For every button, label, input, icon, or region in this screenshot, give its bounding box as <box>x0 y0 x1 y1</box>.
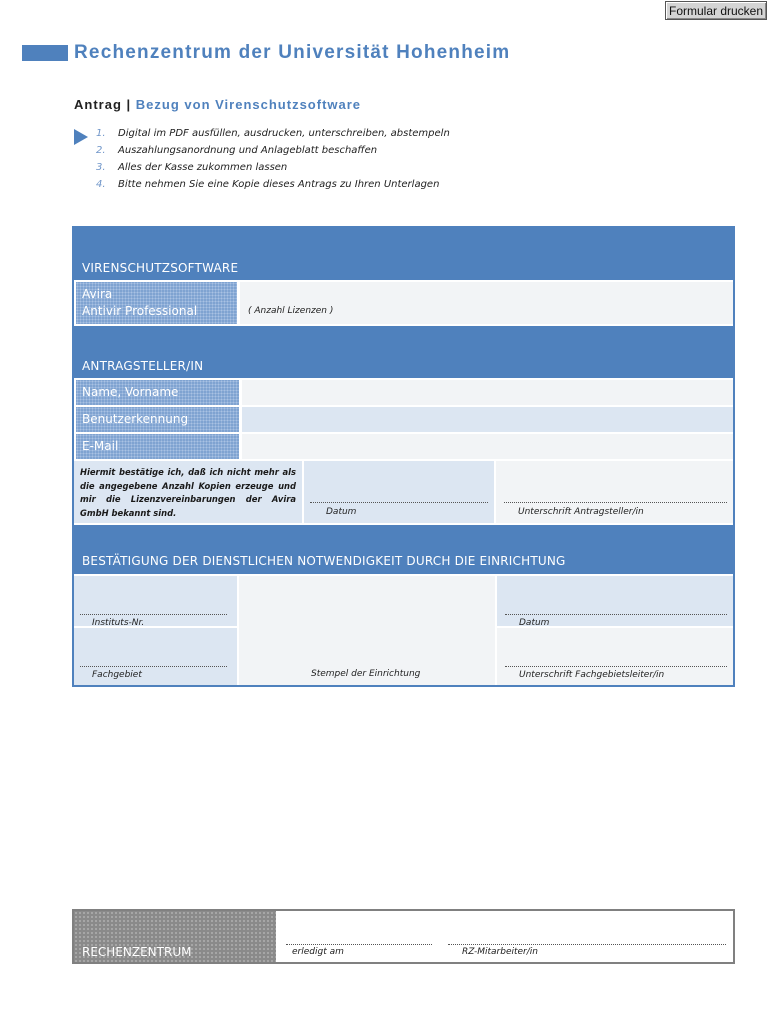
page-title: Rechenzentrum der Universität Hohenheim <box>74 42 511 63</box>
step-item <box>96 128 450 145</box>
step-item <box>96 162 450 179</box>
step-number: 4. <box>96 179 106 190</box>
license-count-placeholder: ( Anzahl Lizenzen ) <box>248 306 334 316</box>
declaration-text: Hiermit bestätige ich, daß ich nicht mehr als die angegebene Anzahl Kopien erzeuge und mir die Lizenzvereinbarungen der Avira GmbH bekannt sind. <box>80 467 296 518</box>
confirmation-section-title: BESTÄTIGUNG DER DIENSTLICHEN NOTWENDIGKEIT DURCH DIE EINRICHTUNG <box>82 554 566 568</box>
software-section-title: VIRENSCHUTZSOFTWARE <box>82 261 239 275</box>
applicant-signature-field[interactable] <box>496 461 733 523</box>
software-section-header <box>74 228 733 280</box>
processing-fields <box>278 911 733 962</box>
subtitle-main: Bezug von Virenschutzsoftware <box>135 97 362 112</box>
head-signature-caption: Unterschrift Fachgebietsleiter/in <box>519 670 665 680</box>
stamp-caption: Stempel der Einrichtung <box>311 669 421 679</box>
done-date-caption[interactable]: erledigt am <box>292 947 344 957</box>
license-count-field[interactable] <box>240 282 733 324</box>
instruction-steps <box>96 128 450 196</box>
confirmation-section-header <box>74 525 733 574</box>
computing-center-label-panel <box>74 911 276 962</box>
applicant-section-header <box>74 326 733 378</box>
confirmation-date-field[interactable] <box>497 576 733 626</box>
step-number: 2. <box>96 145 106 156</box>
subtitle-prefix: Antrag <box>74 97 122 112</box>
declaration-box <box>74 461 302 523</box>
step-text: Auszahlungsanordnung und Anlageblatt beschaffen <box>118 145 378 156</box>
signature-line <box>504 502 727 503</box>
step-number: 1. <box>96 128 106 139</box>
form-subtitle <box>74 97 361 112</box>
user-id-input[interactable] <box>242 407 733 432</box>
step-text: Bitte nehmen Sie eine Kopie dieses Antrags zu Ihren Unterlagen <box>118 179 440 190</box>
product-line-2: Antivir Professional <box>82 304 198 318</box>
confirmation-date-caption: Datum <box>519 618 550 628</box>
department-head-signature-field[interactable] <box>497 628 733 685</box>
computing-center-label: RECHENZENTRUM <box>82 945 192 959</box>
step-number: 3. <box>96 162 106 173</box>
computing-center-box <box>72 909 735 964</box>
staff-caption[interactable]: RZ-Mitarbeiter/in <box>462 947 538 957</box>
name-label: Name, Vorname <box>76 380 239 405</box>
email-input[interactable] <box>242 434 733 459</box>
applicant-date-caption: Datum <box>326 507 357 517</box>
step-item <box>96 179 450 196</box>
step-item <box>96 145 450 162</box>
title-accent-bar <box>22 45 68 61</box>
department-field[interactable] <box>74 628 237 685</box>
play-arrow-icon <box>74 129 88 145</box>
confirmation-date-line <box>505 614 727 615</box>
institute-number-field[interactable] <box>74 576 237 626</box>
product-line-1: Avira <box>82 287 113 301</box>
department-line <box>80 666 227 667</box>
applicant-section-title: ANTRAGSTELLER/IN <box>82 359 204 373</box>
institution-stamp-field[interactable] <box>239 576 495 685</box>
department-caption: Fachgebiet <box>92 670 142 680</box>
user-id-label: Benutzerkennung <box>76 407 239 432</box>
applicant-signature-caption: Unterschrift Antragsteller/in <box>518 507 644 517</box>
subtitle-separator: | <box>126 97 132 112</box>
head-signature-line <box>505 666 727 667</box>
application-form <box>72 226 735 687</box>
name-input[interactable] <box>242 380 733 405</box>
institute-number-caption: Instituts-Nr. <box>92 618 145 628</box>
software-product-label <box>76 282 237 324</box>
step-text: Alles der Kasse zukommen lassen <box>118 162 288 173</box>
email-label: E-Mail <box>76 434 239 459</box>
step-text: Digital im PDF ausfüllen, ausdrucken, unterschreiben, abstempeln <box>118 128 450 139</box>
applicant-date-field[interactable] <box>304 461 494 523</box>
institute-line <box>80 614 227 615</box>
date-line <box>310 502 488 503</box>
print-form-button[interactable]: Formular drucken <box>665 1 767 20</box>
done-date-line <box>286 944 432 945</box>
staff-line <box>448 944 726 945</box>
